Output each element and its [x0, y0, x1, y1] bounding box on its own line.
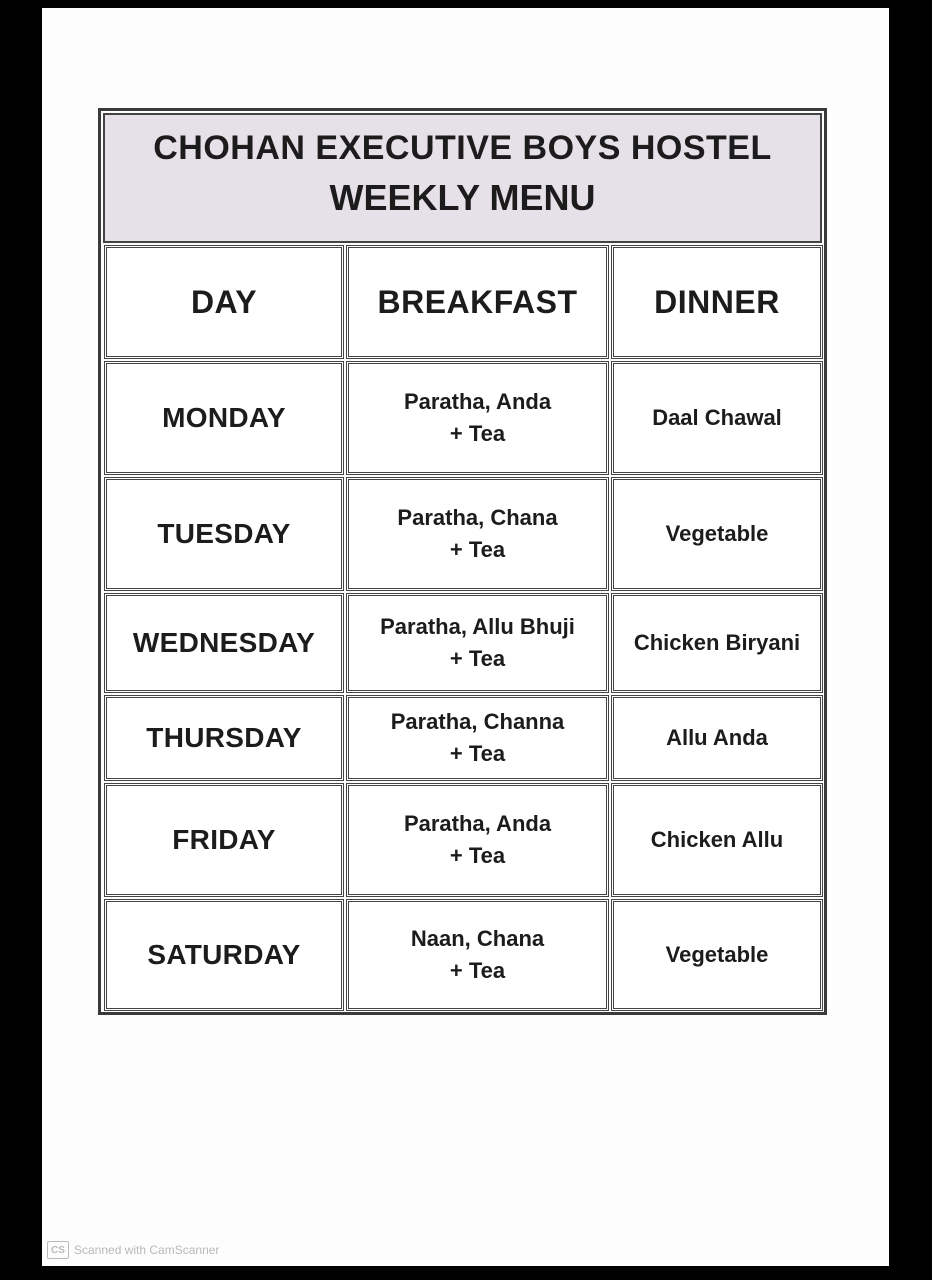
breakfast-drink: + Tea: [449, 421, 506, 446]
dinner-cell: Vegetable: [611, 899, 823, 1011]
breakfast-cell: [346, 361, 609, 475]
breakfast-cell: [346, 783, 609, 897]
day-cell: FRIDAY: [104, 783, 344, 897]
breakfast-drink: + Tea: [449, 537, 506, 562]
day-cell: MONDAY: [104, 361, 344, 475]
breakfast-drink: + Tea: [449, 958, 506, 983]
breakfast-drink: + Tea: [449, 741, 506, 766]
breakfast-cell: [346, 695, 609, 781]
weekly-menu-table: [98, 108, 827, 1015]
breakfast-drink: + Tea: [449, 843, 506, 868]
breakfast-cell: [346, 899, 609, 1011]
title-band: [103, 113, 822, 243]
day-cell: WEDNESDAY: [104, 593, 344, 693]
watermark-text: Scanned with CamScanner: [74, 1243, 220, 1257]
camscanner-logo-icon: CS: [47, 1241, 69, 1259]
breakfast-cell: [346, 593, 609, 693]
day-cell: THURSDAY: [104, 695, 344, 781]
day-cell: TUESDAY: [104, 477, 344, 591]
hostel-name: CHOHAN EXECUTIVE BOYS HOSTEL: [153, 129, 772, 167]
dinner-cell: Allu Anda: [611, 695, 823, 781]
menu-title: WEEKLY MENU: [329, 177, 596, 218]
breakfast-item: Paratha, Allu Bhuji: [380, 614, 575, 639]
day-cell: SATURDAY: [104, 899, 344, 1011]
dinner-cell: Chicken Allu: [611, 783, 823, 897]
dinner-cell: Daal Chawal: [611, 361, 823, 475]
dinner-cell: Chicken Biryani: [611, 593, 823, 693]
dinner-cell: Vegetable: [611, 477, 823, 591]
breakfast-item: Paratha, Anda: [403, 389, 552, 414]
header-breakfast: BREAKFAST: [346, 245, 609, 359]
header-dinner: DINNER: [611, 245, 823, 359]
header-day: DAY: [104, 245, 344, 359]
breakfast-drink: + Tea: [449, 646, 506, 671]
breakfast-item: Paratha, Anda: [403, 811, 552, 836]
camscanner-watermark: [47, 1241, 219, 1259]
breakfast-item: Paratha, Chana: [397, 505, 558, 530]
breakfast-item: Naan, Chana: [410, 926, 545, 951]
breakfast-item: Paratha, Channa: [390, 709, 565, 734]
breakfast-cell: [346, 477, 609, 591]
